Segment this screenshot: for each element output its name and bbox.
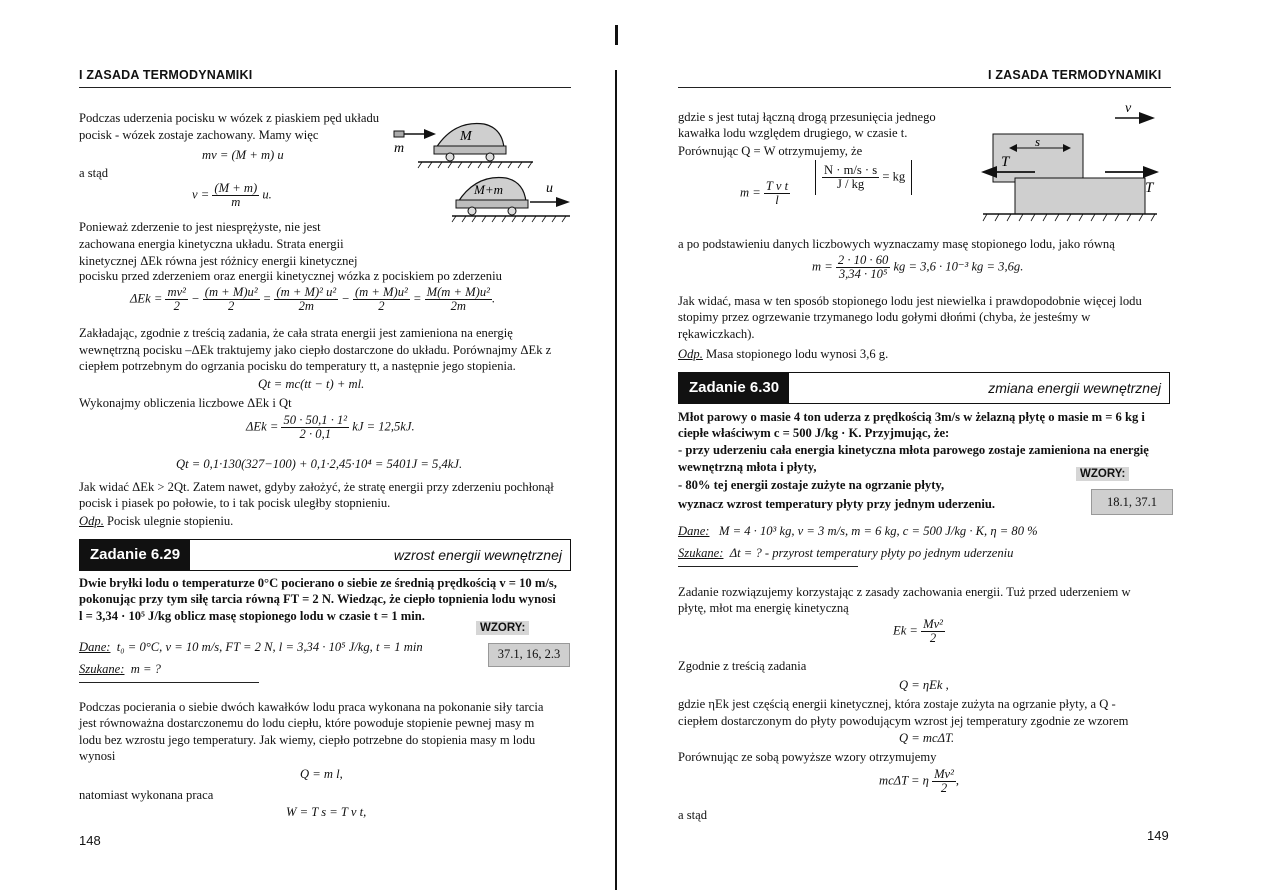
equation-kinetic-energy: Ek = $\frac{\text{Mv²}}{2}$ — [893, 617, 943, 645]
equation-heat: Qt = mc(tt − t) + ml. — [258, 377, 365, 391]
friction-label-top: T — [1001, 154, 1010, 170]
units-check: $\frac{N \cdot m/s \cdot s}{J / kg}$ = kg — [815, 160, 912, 195]
paragraph-line: wynosi — [79, 749, 116, 763]
paragraph-line: gdzie s jest tutaj łączną drogą przesunięcia jednego — [678, 110, 936, 124]
page-number: 149 — [1147, 828, 1169, 843]
paragraph-line: a po podstawieniu danych liczbowych wyznaczamy masę stopionego lodu, jako równą — [678, 237, 1115, 251]
paragraph-line: gdzie ηEk jest częścią energii kinetycznej, która zostaje zużyta na ogrzanie płyty, a Q - — [678, 697, 1116, 711]
paragraph-line: Zgodnie z treścią zadania — [678, 659, 807, 673]
distance-label: s — [1035, 134, 1041, 149]
paragraph-line: ciepłem potrzebnym do ogrzania pocisku do temperatury tt, a następnie jego stopienia. — [79, 359, 516, 373]
task-statement-line: - przy uderzeniu cała energia kinetyczna młota parowego zostaje zamieniona na energię — [678, 443, 1149, 457]
task-statement-line: l = 3,34 · 10⁵ J/kg oblicz masę stopionego lodu w czasie t = 1 min. — [79, 609, 425, 623]
paragraph-line: pocisk - wózek zostaje zachowany. Mamy więc — [79, 128, 319, 142]
paragraph-line: pocisk i piasek po połowie, to i tak pocisk uległby stopnieniu. — [79, 496, 391, 510]
paragraph-line: stopimy przez ogrzewanie trzymanego lodu gołymi dłońmi (chyba, że jesteśmy w — [678, 310, 1091, 324]
paragraph-line: Wykonajmy obliczenia liczbowe ΔEk i Qt — [79, 396, 292, 410]
paragraph-line: Podczas pocierania o siebie dwóch kawałków lodu praca wykonana na pokonanie siły tarcia — [79, 700, 544, 714]
unknown-line: Szukane: Δt = ? - przyrost temperatury płyty po jednym uderzeniu — [678, 546, 1014, 560]
equation-work: W = T s = T v t, — [286, 805, 367, 819]
paragraph-line: kinetycznej ΔEk równa jest różnicy energii kinetycznej — [79, 254, 358, 268]
paragraph-line: Ponieważ zderzenie to jest niesprężyste, nie jest — [79, 220, 321, 234]
task-statement-line: pokonując przy tym siłę tarcia równą FT = 2 N. Wiedząc, że ciepło topnienia lodu wynosi — [79, 592, 556, 606]
divider — [678, 566, 858, 567]
page-number: 148 — [79, 833, 101, 848]
task-title: Zadanie 6.30 — [679, 373, 789, 403]
header-rule — [79, 87, 571, 88]
paragraph-line: kawałka lodu względem drugiego, w czasie t. — [678, 126, 908, 140]
book-gutter — [612, 0, 620, 893]
answer-line: Odp. Masa stopionego lodu wynosi 3,6 g. — [678, 347, 889, 361]
unknown-line: Szukane: m = ? — [79, 662, 161, 676]
velocity-label: v — [1125, 101, 1132, 116]
paragraph-line: jest równoważna dostarczonemu do lodu ciepłu, które powoduje stopienie pewnej masy m — [79, 716, 535, 730]
formulas-label: WZORY: — [476, 621, 529, 635]
given-line: Dane: t₀ = 0°C, v = 10 m/s, FT = 2 N, l = 3,34 · 10⁵ J/kg, t = 1 min — [79, 640, 423, 654]
equation-mass-numeric: m = $\frac{2 \cdot 10 \cdot 60}{\text{3,34 · 10⁵}}$ kg = 3,6 · 10⁻³ kg = 3,6g. — [812, 253, 1024, 281]
task-statement-line: wewnętrzną młota i płyty, — [678, 460, 817, 474]
equation-velocity: v = $\frac{(M + m)}{m}$ u. — [192, 181, 272, 209]
equation-heat-fraction: Q = ηEk , — [899, 678, 949, 692]
formulas-ref-box: 18.1, 37.1 — [1091, 489, 1173, 515]
mass-label-m: m — [394, 141, 405, 156]
friction-label-bottom: T — [1145, 180, 1154, 196]
cart-diagram-before — [388, 118, 538, 173]
equation-mass: m = $\frac{\text{T v t}}{l}$ — [740, 179, 789, 207]
equation-melt-heat: Q = m l, — [300, 767, 343, 781]
task-banner — [79, 539, 571, 571]
equation-calc-energy: ΔEk = $\frac{\text{50 · 50,1 · 1²}}{2 \cdot 0,1}$ kJ = 12,5kJ. — [246, 413, 415, 441]
paragraph-line: zachowana energia kinetyczna układu. Strata energii — [79, 237, 344, 251]
task-statement-line: ciepłe właściwym c = 500 J/kg · K. Przyjmując, że: — [678, 426, 950, 440]
paragraph-line: lodu bez wzrostu jego temperatury. Jak wiemy, ciepło potrzebne do stopienia masy m lodu — [79, 733, 536, 747]
paragraph-line: Zakładając, zgodnie z treścią zadania, że cała strata energii jest zamieniona na energię — [79, 326, 513, 340]
cart-diagram-after — [450, 172, 580, 227]
running-header: I ZASADA TERMODYNAMIKI — [79, 68, 253, 82]
paragraph-line: rękawiczkach). — [678, 327, 755, 341]
equation-heat-temp: Q = mcΔT. — [899, 731, 955, 745]
task-statement-line: wyznacz wzrost temperatury płyty przy jednym uderzeniu. — [678, 497, 996, 511]
paragraph-line: a stąd — [79, 166, 109, 180]
running-header: I ZASADA TERMODYNAMIKI — [988, 68, 1162, 82]
mass-label-M: M — [460, 129, 472, 144]
equation-momentum: mv = (M + m) u — [202, 148, 284, 162]
paragraph-line: wewnętrzną pocisku –ΔEk traktujemy jako ciepło dostarczone do układu. Porównajmy ΔEk z — [79, 343, 552, 357]
task-banner — [678, 372, 1170, 404]
task-subtitle: wzrost energii wewnętrznej — [393, 547, 562, 563]
paragraph-line: a stąd — [678, 808, 708, 822]
answer-line: Odp. Pocisk ulegnie stopieniu. — [79, 514, 234, 528]
equation-final: mcΔT = η $\frac{\text{Mv²}}{2}$ , — [879, 767, 960, 795]
equation-energy-loss: ΔEk = $\frac{\text{mv²}}{2}$ − $\frac{\text{(m + M)u²}}{2}$ = $\frac{\text{(m + M)² u²}}{2m}$ − $\frac{\text{(m + M)u²}}{2}$ = $\frac{\text{M(m + M)u²}}{2m}$ . — [130, 285, 496, 313]
task-title: Zadanie 6.29 — [80, 540, 190, 570]
given-line: Dane: M = 4 · 10³ kg, v = 3 m/s, m = 6 kg, c = 500 J/kg · K, η = 80 % — [678, 524, 1038, 538]
mass-label-Mm: M+m — [474, 182, 503, 197]
paragraph-line: pocisku przed zderzeniem oraz energii kinetycznej wózka z pociskiem po zderzeniu — [79, 269, 502, 283]
ice-blocks-diagram — [975, 96, 1170, 226]
paragraph-line: Jak widać ΔEk > 2Qt. Zatem nawet, gdyby założyć, że stratę energii przy zderzeniu pochłonął — [79, 480, 554, 494]
paragraph-line: Porównując ze sobą powyższe wzory otrzymujemy — [678, 750, 937, 764]
task-statement-line: Młot parowy o masie 4 ton uderza z prędkością 3m/s w żelazną płytę o masie m = 6 kg i — [678, 410, 1145, 424]
task-statement-line: Dwie bryłki lodu o temperaturze 0°C pocierano o siebie ze średnią prędkością v = 10 m/s, — [79, 576, 557, 590]
right-page — [625, 0, 1263, 893]
formulas-label: WZORY: — [1076, 467, 1129, 481]
paragraph-line: płytę, młot ma energię kinetyczną — [678, 601, 849, 615]
velocity-label-u: u — [546, 181, 553, 196]
paragraph-line: Porównując Q = W otrzymujemy, że — [678, 144, 863, 158]
left-page — [0, 0, 610, 893]
paragraph-line: natomiast wykonana praca — [79, 788, 214, 802]
task-subtitle: zmiana energii wewnętrznej — [988, 380, 1161, 396]
paragraph-line: Zadanie rozwiązujemy korzystając z zasady zachowania energii. Tuż przed uderzeniem w — [678, 585, 1131, 599]
paragraph-line: Jak widać, masa w ten sposób stopionego lodu jest niewielka i prawdopodobnie więcej lodu — [678, 294, 1142, 308]
equation-calc-heat: Qt = 0,1·130(327−100) + 0,1·2,45·10⁴ = 5401J = 5,4kJ. — [176, 457, 463, 471]
paragraph-line: Podczas uderzenia pocisku w wózek z piaskiem pęd układu — [79, 111, 380, 125]
divider — [79, 682, 259, 683]
header-rule — [678, 87, 1171, 88]
paragraph-line: ciepłem dostarczonym do płyty powodującym wzrost jej temperatury zgodnie ze wzorem — [678, 714, 1129, 728]
formulas-ref-box: 37.1, 16, 2.3 — [488, 643, 570, 667]
task-statement-line: - 80% tej energii zostaje zużyte na ogrzanie płyty, — [678, 478, 945, 492]
